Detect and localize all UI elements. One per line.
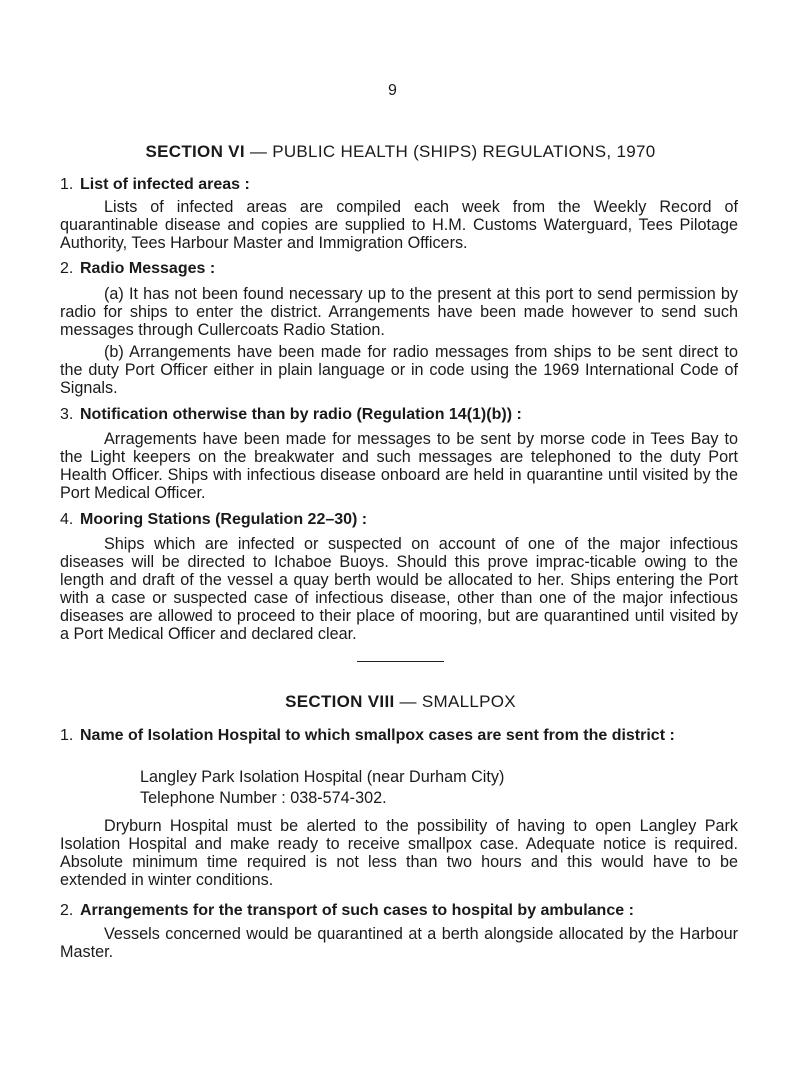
heading-isolation-hospital: 1. Name of Isolation Hospital to which smallpox cases are sent from the district : — [60, 727, 675, 744]
heading-notification: 3. Notification otherwise than by radio (Regulation 14(1)(b)) : — [60, 406, 522, 423]
paragraph-transport: Vessels concerned would be quarantined at a berth alongside allocated by the Harbour Master. — [60, 925, 738, 961]
heading-radio-messages: 2. Radio Messages : — [60, 260, 216, 277]
paragraph-radio-a: (a) It has not been found necessary up to the present at this port to send permission by radio for ships to enter the district. Arrangements have been made however to send such messages through Cullercoats Radio Station. — [60, 285, 738, 339]
heading-list-infected-areas: 1. List of infected areas : — [60, 176, 250, 193]
hospital-telephone: Telephone Number : 038-574-302. — [140, 789, 387, 807]
section-vi-title: SECTION VI — PUBLIC HEALTH (SHIPS) REGULATIONS, 1970 — [145, 142, 656, 161]
paragraph-notification: Arragements have been made for messages to be sent by morse code in Tees Bay to the Light keepers on the breakwater and such messages are telephoned to the duty Port Health Officer. Ships with infectious disease onboard are held in quarantine until visited by the Port Medical Officer. — [60, 430, 738, 502]
paragraph-infected-areas: Lists of infected areas are compiled each week from the Weekly Record of quarantinable disease and copies are supplied to H.M. Customs Waterguard, Tees Pilotage Authority, Tees Harbour Master and Immigration Officers. — [60, 198, 738, 252]
paragraph-dryburn: Dryburn Hospital must be alerted to the possibility of having to open Langley Park Isolation Hospital and make ready to receive smallpox case. Adequate notice is required. Absolute minimum time required is not less than two hours and this would have to be extended in winter conditions. — [60, 817, 738, 889]
heading-mooring-stations: 4. Mooring Stations (Regulation 22–30) : — [60, 511, 368, 528]
paragraph-mooring-stations: Ships which are infected or suspected on account of one of the major infectious diseases will be directed to Ichaboe Buoys. Should this prove imprac-ticable owing to the length and draft of the vessel a quay berth would be allocated to her. Ships entering the Port with a case or suspected case of infectious disease, other than one of the major infectious diseases are allowed to proceed to their place of mooring, but are quarantined until visited by a Port Medical Officer and declared clear. — [60, 535, 738, 643]
heading-transport: 2. Arrangements for the transport of such cases to hospital by ambulance : — [60, 902, 634, 919]
paragraph-radio-b: (b) Arrangements have been made for radio messages from ships to be sent direct to the duty Port Officer either in plain language or in code using the 1969 International Code of Signals. — [60, 343, 738, 397]
section-divider — [357, 661, 444, 662]
page-number: 9 — [388, 82, 397, 99]
hospital-name: Langley Park Isolation Hospital (near Durham City) — [140, 768, 505, 786]
section-viii-title: SECTION VIII — SMALLPOX — [285, 692, 516, 711]
